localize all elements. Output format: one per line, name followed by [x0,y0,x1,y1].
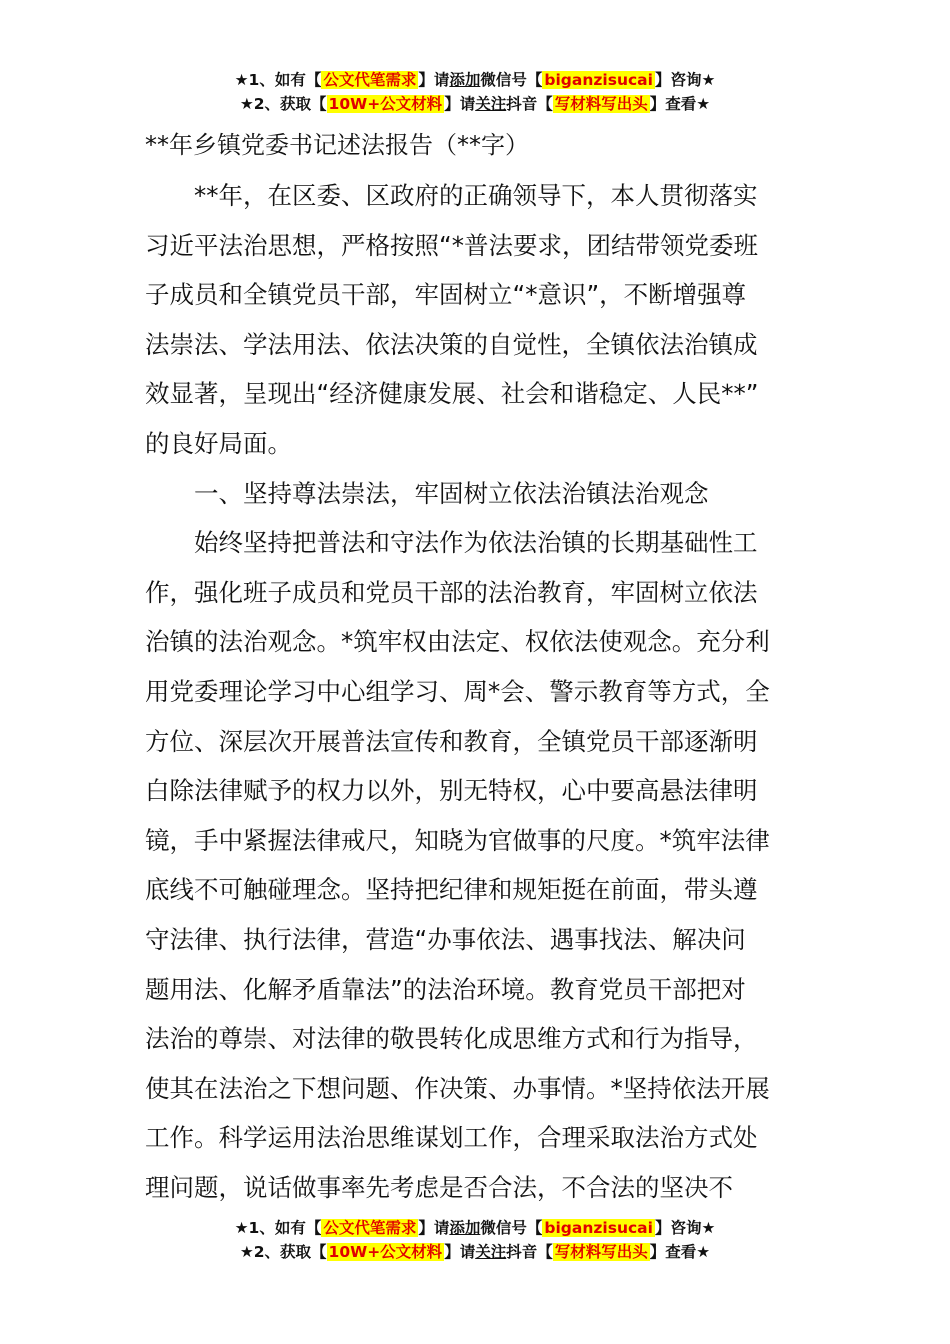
banner-line-2: ★2、获取【 10W+公文材料 】请关注抖音【 写材料写出头 】查看★ [239,1243,711,1261]
banner-line-2: ★2、获取【 10W+公文材料 】请关注抖音【 写材料写出头 】查看★ [239,95,711,113]
body-text-line: 镜，手中紧握法律戒尺，知晓为官做事的尺度。*筑牢法律 [145,825,770,855]
body-text-line: 子成员和全镇党员干部，牢固树立“*意识”，不断增强尊 [145,280,747,310]
highlight-douyin: 写材料写出头 [554,95,648,113]
highlight-service: 公文代笔需求 [323,71,417,89]
body-text-line: 习近平法治思想，严格按照“*普法要求，团结带领党委班 [145,230,758,260]
body-text-line: 用党委理论学习中心组学习、周*会、警示教育等方式，全 [145,677,770,706]
body-text-line: 作，强化班子成员和党员干部的法治教育，牢固树立依法 [145,577,758,607]
highlight-materials: 10W+公文材料 [328,95,443,113]
body-text-line: 底线不可触碰理念。坚持把纪律和规矩挺在前面，带头遵 [145,875,758,905]
document-title: **年乡镇党委书记述法报告（**字） [145,131,529,159]
body-text-line: 法崇法、学法用法、依法决策的自觉性，全镇依法治镇成 [145,329,758,359]
body-text-line: 使其在法治之下想问题、作决策、办事情。*坚持依法开展 [145,1073,770,1103]
body-text-line: 理问题，说话做事率先考虑是否合法，不合法的坚决不 [145,1173,733,1202]
body-text-line: 始终坚持把普法和守法作为依法治镇的长期基础性工 [145,528,758,558]
banner-line-1: ★1、如有【 公文代笔需求 】请添加微信号【 biganzisucai 】咨询★ [234,71,716,89]
body-text-line: 白除法律赋予的权力以外，别无特权，心中要高悬法律明 [145,776,758,806]
top-banner [0,68,950,116]
body-text-line: 治镇的法治观念。*筑牢权由法定、权依法使观念。充分利 [145,627,770,657]
body-text-line: 方位、深层次开展普法宣传和教育，全镇党员干部逐渐明 [145,726,758,756]
body-text-line: 法治的尊崇、对法律的敬畏转化成思维方式和行为指导， [145,1024,758,1054]
body-text-line: **年，在区委、区政府的正确领导下，本人贯彻落实 [145,181,758,210]
highlight-wechat-id: biganzisucai [544,1219,653,1237]
body-text-line: 题用法、化解矛盾靠法”的法治环境。教育党员干部把对 [145,974,746,1004]
body-text-line: 效显著，呈现出“经济健康发展、社会和谐稳定、人民**” [145,379,759,409]
banner-line-1: ★1、如有【 公文代笔需求 】请添加微信号【 biganzisucai 】咨询★ [234,1219,716,1237]
highlight-service: 公文代笔需求 [323,1219,417,1237]
body-text-line: 守法律、执行法律，营造“办事依法、遇事找法、解决问 [145,925,746,954]
highlight-douyin: 写材料写出头 [554,1243,648,1261]
bottom-banner [0,1216,950,1264]
highlight-wechat-id: biganzisucai [544,71,653,89]
body-text-line: 一、坚持尊法崇法，牢固树立依法治镇法治观念 [145,478,709,508]
highlight-materials: 10W+公文材料 [328,1243,443,1261]
body-text-line: 工作。科学运用法治思维谋划工作，合理采取法治方式处 [145,1123,758,1153]
body-text-line: 的良好局面。 [145,429,292,458]
